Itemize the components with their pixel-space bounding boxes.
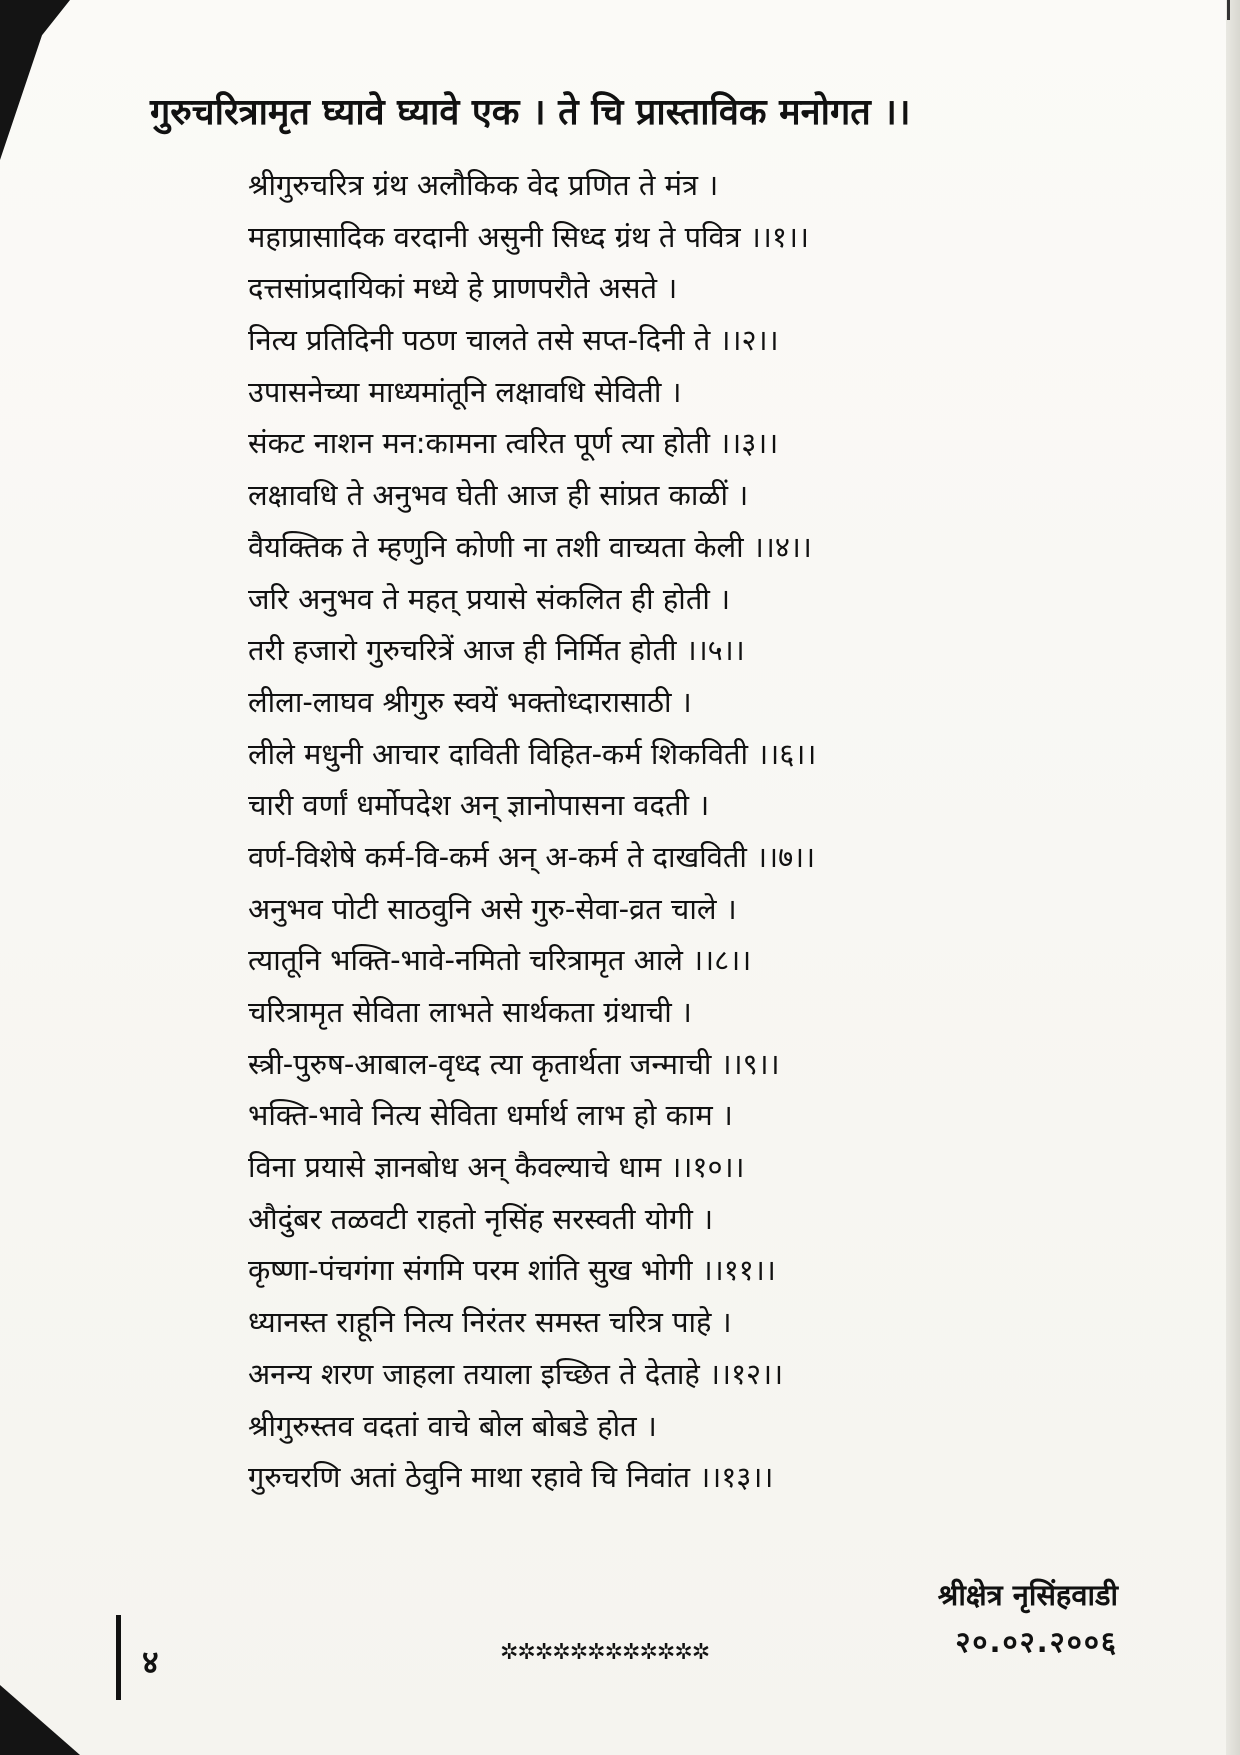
verse-line: गुरुचरणि अतां ठेवुनि माथा रहावे चि निवांत ।।१३।। — [248, 1460, 774, 1495]
verse-line: ध्यानस्त राहूनि नित्य निरंतर समस्त चरित्र पाहे । — [248, 1305, 732, 1340]
scan-corner-shadow-bottom — [0, 1685, 80, 1755]
page-heading: गुरुचरित्रामृत घ्यावे घ्यावे एक । ते चि प्रास्ताविक मनोगत ।। — [150, 92, 911, 133]
scan-corner-shadow — [0, 0, 70, 160]
verse-line: वर्ण-विशेषे कर्म-वि-कर्म अन् अ-कर्म ते दाखविती ।।७।। — [248, 839, 816, 874]
verse-line: जरि अनुभव ते महत् प्रयासे संकलित ही होती । — [248, 581, 731, 616]
page-number: ४ — [142, 1643, 159, 1681]
verse-line: श्रीगुरुस्तव वदतां वाचे बोल बोबडे होत । — [248, 1408, 657, 1443]
verse-line: चारी वर्णां धर्मोपदेश अन् ज्ञानोपासना वदती । — [248, 788, 710, 823]
verse-line: उपासनेच्या माध्यमांतूनि लक्षावधि सेविती । — [248, 374, 682, 409]
page-edge-mark — [1227, 0, 1230, 20]
verse-line: स्त्री-पुरुष-आबाल-वृध्द त्या कृतार्थता जन्माची ।।९।। — [248, 1046, 780, 1081]
verse-line: लीला-लाघव श्रीगुरु स्वयें भक्तोध्दारासाठी । — [248, 684, 692, 719]
verse-line: लीले मधुनी आचार दाविती विहित-कर्म शिकविती ।।६।। — [248, 736, 817, 771]
verse-line: लक्षावधि ते अनुभव घेती आज ही सांप्रत काळीं । — [248, 478, 749, 513]
verse-line: नित्य प्रतिदिनी पठण चालते तसे सप्त-दिनी ते ।।२।। — [248, 323, 779, 358]
signature-date: २०.०२.२००६ — [955, 1625, 1118, 1659]
verse-line: विना प्रयासे ज्ञानबोध अन् कैवल्याचे धाम ।।१०।। — [248, 1150, 745, 1185]
footer-ornament: ✲✲✲✲✲✲✲✲✲✲✲✲ — [500, 1640, 710, 1665]
page-number-bar — [116, 1615, 121, 1700]
page-edge — [1226, 0, 1240, 1755]
verse-line: चरित्रामृत सेविता लाभते सार्थकता ग्रंथाची । — [248, 995, 692, 1029]
verse-line: त्यातूनि भक्ति-भावे-नमितो चरित्रामृत आले ।।८।। — [248, 943, 752, 978]
verse-line: वैयक्तिक ते म्हणुनि कोणी ना तशी वाच्यता केली ।।४।। — [248, 529, 812, 564]
verse-line: भक्ति-भावे नित्य सेविता धर्मार्थ लाभ हो काम । — [248, 1098, 733, 1133]
verse-line: महाप्रासादिक वरदानी असुनी सिध्द ग्रंथ ते पवित्र ।।१।। — [248, 219, 809, 254]
verse-line: अनन्य शरण जाहला तयाला इच्छित ते देताहे ।।१२।। — [248, 1356, 784, 1391]
verse-line: तरी हजारो गुरुचरित्रें आज ही निर्मित होती ।।५।। — [248, 633, 745, 668]
verse-line: कृष्णा-पंचगंगा संगमि परम शांति सुख भोगी ।।११।। — [248, 1253, 776, 1288]
verse-line: संकट नाशन मन:कामना त्वरित पूर्ण त्या होती ।।३।। — [248, 426, 779, 461]
verse-line: श्रीगुरुचरित्र ग्रंथ अलौकिक वेद प्रणित ते मंत्र । — [248, 168, 719, 202]
signature-place: श्रीक्षेत्र नृसिंहवाडी — [937, 1578, 1118, 1612]
verse-line: दत्तसांप्रदायिकां मध्ये हे प्राणपरौते असते । — [248, 271, 678, 306]
verse-block — [248, 160, 1128, 1504]
verse-line: अनुभव पोटी साठवुनि असे गुरु-सेवा-व्रत चाले । — [248, 891, 737, 926]
verse-line: औदुंबर तळवटी राहतो नृसिंह सरस्वती योगी । — [248, 1201, 714, 1236]
